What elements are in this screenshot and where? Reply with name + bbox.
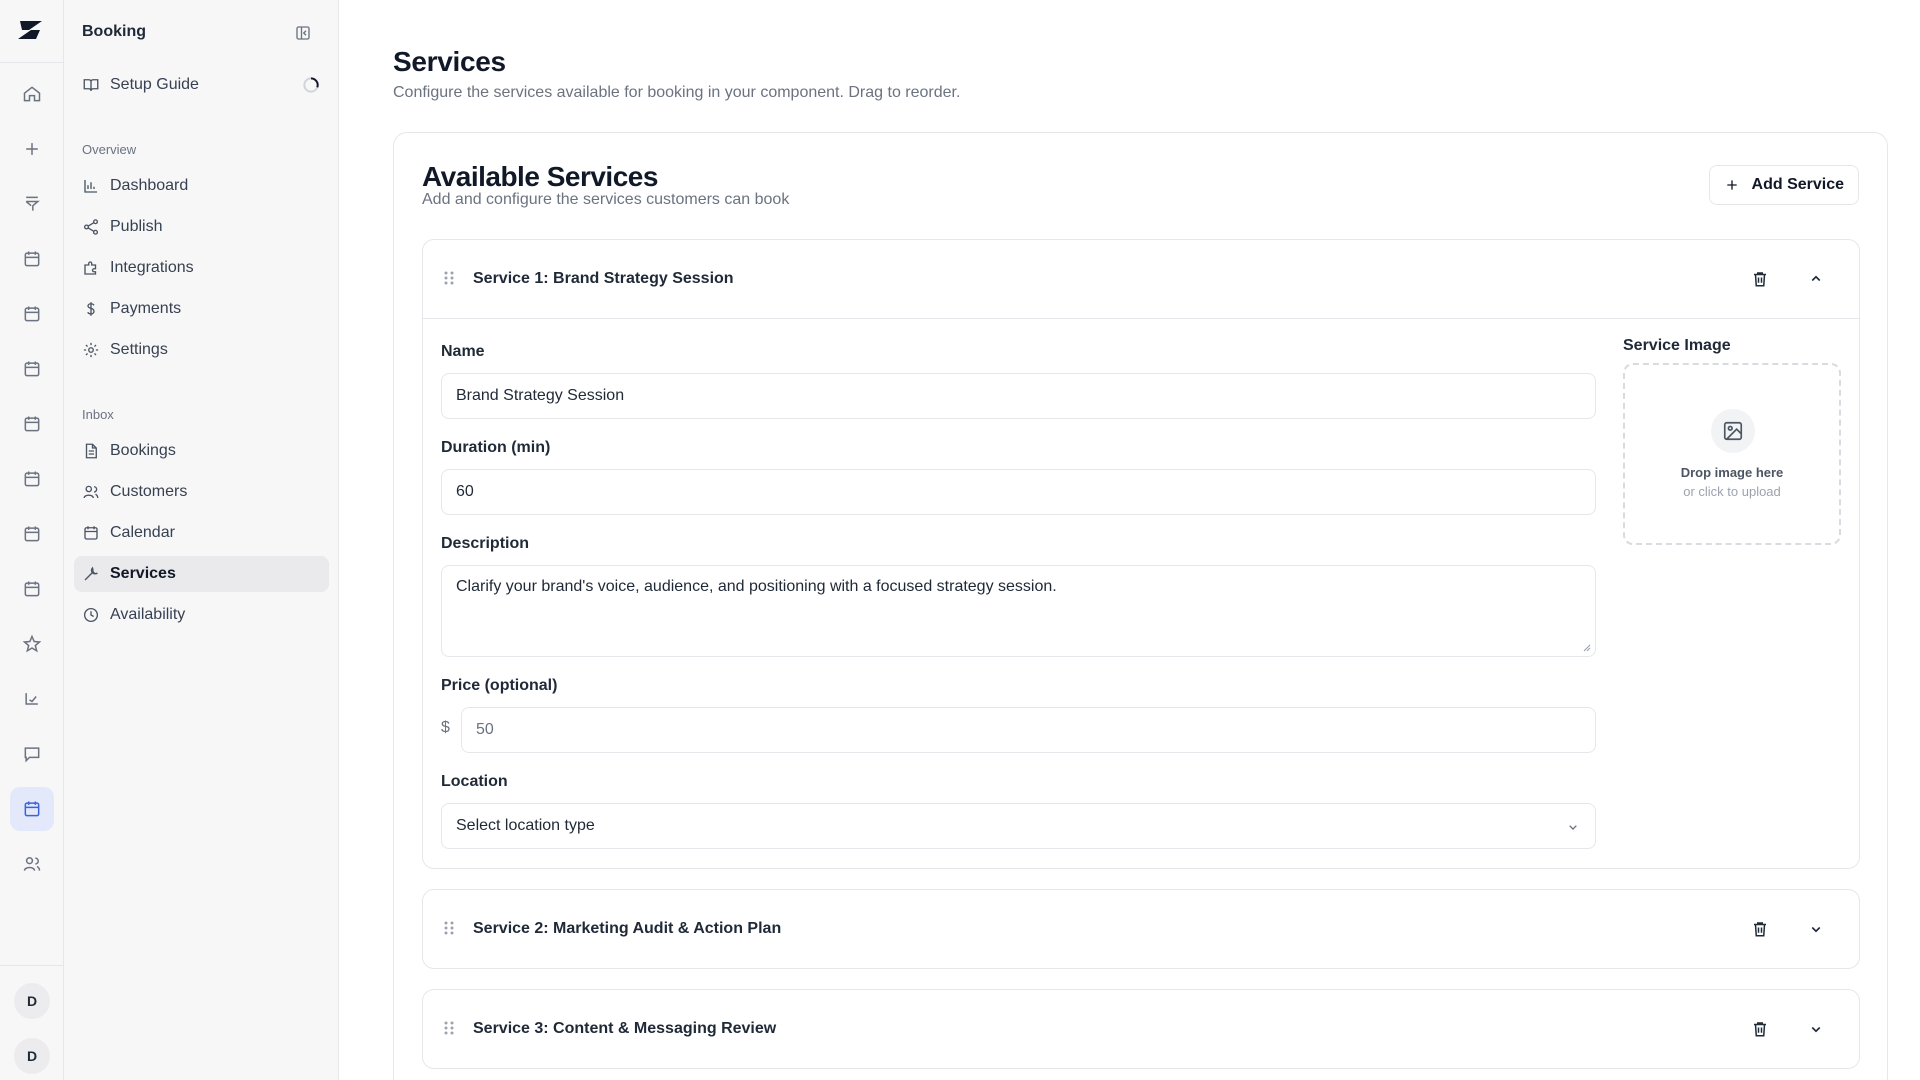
page-subtitle: Configure the services available for booking in your component. Drag to reorder. (393, 84, 961, 101)
sidebar-item-customers[interactable] (74, 474, 329, 510)
description-field[interactable] (441, 565, 1596, 657)
service-item-2 (422, 889, 1860, 969)
location-label: Location (441, 773, 508, 790)
section-label-overview: Overview (82, 142, 137, 157)
add-service-button[interactable] (1709, 165, 1859, 205)
rail-divider (0, 62, 64, 63)
drop-hint: or click to upload (1683, 484, 1781, 499)
chevron-down-icon (1565, 819, 1581, 835)
calendar-icon[interactable] (10, 347, 54, 391)
chevron-down-icon[interactable] (1807, 1020, 1825, 1038)
plus-icon[interactable] (10, 127, 54, 171)
name-field[interactable] (441, 373, 1596, 419)
add-service-label: Add Service (1751, 176, 1844, 193)
sidebar-item-label: Setup Guide (110, 76, 199, 93)
service-header[interactable] (423, 890, 1859, 968)
duration-field[interactable] (441, 469, 1596, 515)
avatar[interactable]: D (14, 1038, 50, 1074)
plus-icon (1724, 177, 1740, 193)
sidebar-item-settings[interactable] (74, 332, 329, 368)
duration-value: 60 (456, 483, 474, 500)
price-label: Price (optional) (441, 677, 558, 694)
description-label: Description (441, 535, 530, 552)
sidebar-item-availability[interactable] (74, 597, 329, 633)
booking-calendar-icon[interactable] (10, 787, 54, 831)
service-item-3 (422, 989, 1860, 1069)
calendar-icon (82, 524, 100, 542)
image-dropzone[interactable] (1623, 363, 1841, 545)
service-image-label: Service Image (1623, 337, 1731, 354)
clock-icon (82, 606, 100, 624)
sidebar-item-label: Availability (110, 606, 186, 623)
location-value: Select location type (456, 817, 595, 834)
calendar-icon[interactable] (10, 237, 54, 281)
sidebar-item-bookings[interactable] (74, 433, 329, 469)
message-icon[interactable] (10, 732, 54, 776)
sidebar-item-label: Integrations (110, 259, 194, 276)
chevron-up-icon[interactable] (1807, 270, 1825, 288)
main-content (340, 0, 1920, 1080)
avatar[interactable]: D (14, 983, 50, 1019)
section-label-inbox: Inbox (82, 407, 114, 422)
sidebar-item-services[interactable] (74, 556, 329, 592)
sidebar-item-label: Settings (110, 341, 168, 358)
sidebar-item-label: Services (110, 565, 176, 582)
sidebar-item-payments[interactable] (74, 291, 329, 327)
service-title: Service 2: Marketing Audit & Action Plan (473, 920, 782, 937)
service-header[interactable] (423, 240, 1859, 318)
service-header[interactable] (423, 990, 1859, 1068)
sidebar-item-label: Calendar (110, 524, 175, 541)
price-placeholder: 50 (476, 721, 494, 738)
drag-handle-icon[interactable] (443, 920, 455, 936)
rail-divider (0, 965, 64, 966)
calendar-icon[interactable] (10, 512, 54, 556)
dollar-icon (82, 300, 100, 318)
drop-text: Drop image here (1680, 465, 1784, 480)
sidebar-item-label: Payments (110, 300, 182, 317)
book-icon (82, 76, 100, 94)
currency-symbol: $ (441, 719, 450, 736)
sidebar-item-setup-guide[interactable] (74, 67, 329, 103)
drag-handle-icon[interactable] (443, 270, 455, 286)
service-title: Service 1: Brand Strategy Session (473, 270, 734, 287)
sidebar-item-calendar[interactable] (74, 515, 329, 551)
available-services-card (393, 132, 1888, 1080)
sidebar-item-publish[interactable] (74, 209, 329, 245)
service-form (423, 318, 1859, 868)
trash-icon[interactable] (1751, 919, 1769, 939)
trash-icon[interactable] (1751, 1019, 1769, 1039)
image-icon (1711, 409, 1755, 453)
calendar-icon[interactable] (10, 402, 54, 446)
wrench-icon (82, 565, 100, 583)
share-icon (82, 218, 100, 236)
sidebar-item-label: Bookings (110, 442, 176, 459)
users-icon[interactable] (10, 842, 54, 886)
gear-icon (82, 341, 100, 359)
users-icon (82, 483, 100, 501)
drag-handle-icon[interactable] (443, 1020, 455, 1036)
service-item-1 (422, 239, 1860, 869)
sidebar-item-label: Dashboard (110, 177, 189, 194)
sidebar-title: Booking (82, 23, 146, 40)
name-label: Name (441, 343, 485, 360)
calendar-icon[interactable] (10, 292, 54, 336)
sidebar-item-label: Publish (110, 218, 163, 235)
calendar-icon[interactable] (10, 457, 54, 501)
price-field[interactable] (461, 707, 1596, 753)
duration-label: Duration (min) (441, 439, 551, 456)
page-title: Services (393, 46, 506, 77)
resize-handle-icon[interactable] (1581, 642, 1591, 652)
location-select[interactable] (441, 803, 1596, 849)
logo-icon[interactable] (16, 18, 48, 44)
sidebar-item-dashboard[interactable] (74, 168, 329, 204)
funnel-icon[interactable] (10, 182, 54, 226)
service-title: Service 3: Content & Messaging Review (473, 1020, 777, 1037)
chevron-down-icon[interactable] (1807, 920, 1825, 938)
home-icon[interactable] (10, 72, 54, 116)
card-title: Available Services (422, 161, 658, 192)
sidebar-collapse-icon[interactable] (294, 24, 312, 42)
star-icon[interactable] (10, 622, 54, 666)
document-icon (82, 442, 100, 460)
sidebar-item-integrations[interactable] (74, 250, 329, 286)
name-value: Brand Strategy Session (456, 387, 625, 404)
trash-icon[interactable] (1751, 269, 1769, 289)
check-board-icon[interactable] (10, 677, 54, 721)
calendar-icon[interactable] (10, 567, 54, 611)
description-value: Clarify your brand's voice, audience, and positioning with a focused strategy session. (456, 578, 1057, 595)
progress-spinner-icon (301, 75, 321, 95)
card-subtitle: Add and configure the services customers can book (422, 191, 790, 208)
bar-chart-icon (82, 177, 100, 195)
icon-rail (0, 0, 64, 1080)
sidebar (64, 0, 339, 1080)
sidebar-item-label: Customers (110, 483, 188, 500)
puzzle-icon (82, 259, 100, 277)
